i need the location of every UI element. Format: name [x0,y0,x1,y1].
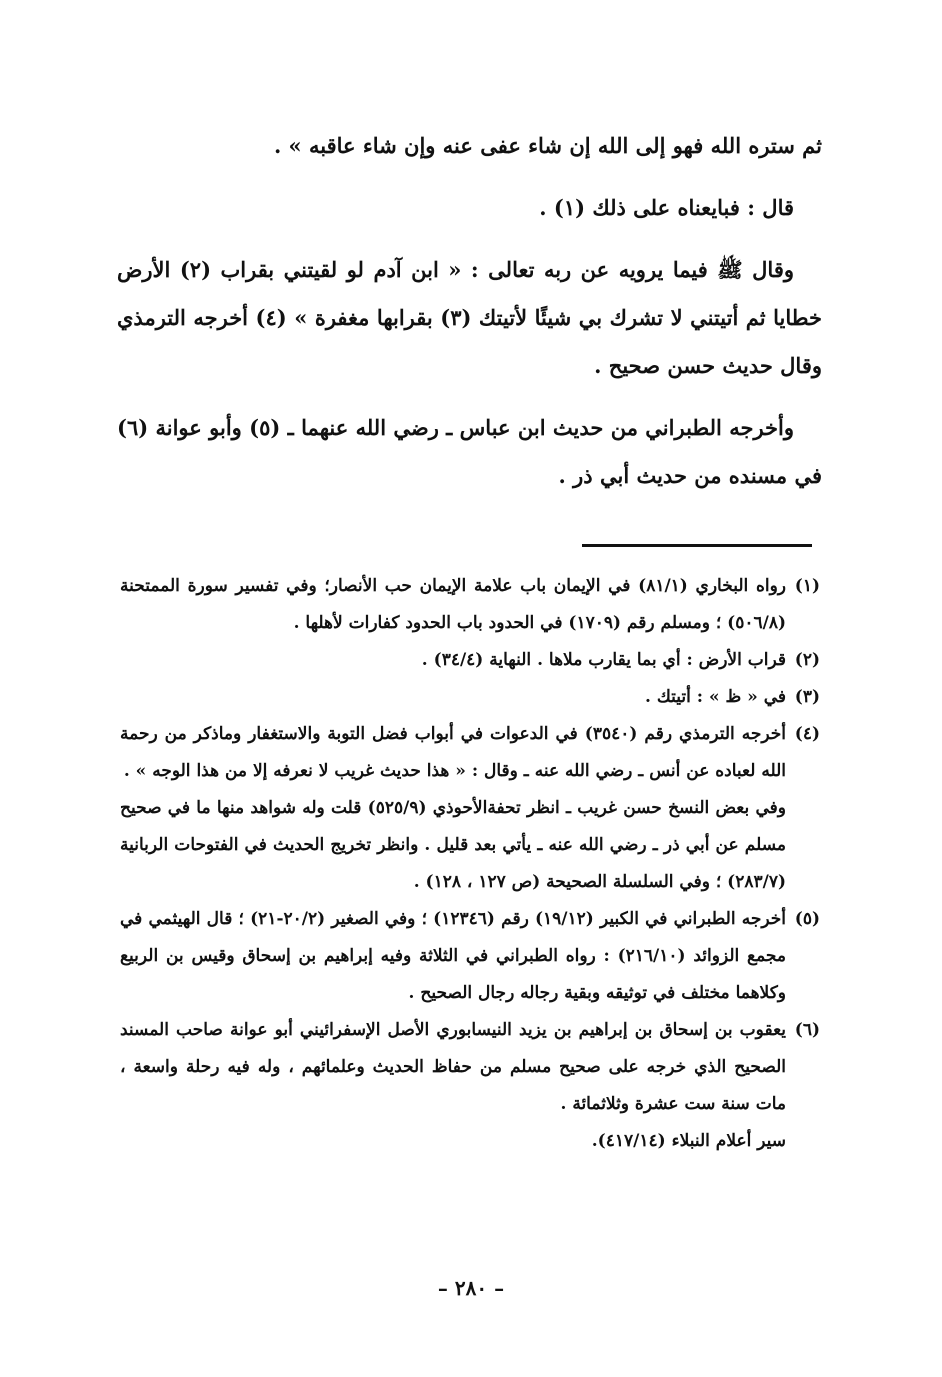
main-paragraph-3: وقال ﷺ فيما يرويه عن ربه تعالى : « ابن آدم لو لقيتني بقراب (٢) الأرض خطايا ثم أتيتني لا تشرك بي شيئًا لأتيتك (٣) بقرابها مغفرة » (٤) أخرجه الترمذي وقال حديث حسن صحيح . [117,257,822,378]
footnote-text: أخرجه الترمذي رقم (٣٥٤٠) في الدعوات في أبواب فضل التوبة والاستغفار وماذكر من رحمة الله لعباده عن أنس ـ رضي الله عنه ـ وقال : « هذا حديث غريب لا نعرفه إلا من هذا الوجه » . [120,724,787,781]
footnote-number: (٦) [794,1020,820,1040]
footnote-5 [120,901,820,1012]
footnote-4-continuation: وفي بعض النسخ حسن غريب ـ انظر تحفةالأحوذي (٥٢٥/٩) قلت وله شواهد منها ما في صحيح مسلم عن أبي ذر ـ رضي الله عنه ـ يأتي بعد قليل . وانظر تخريج الحديث في الفتوحات الربانية (٢٨٣/٧) ؛ وفي السلسلة الصحيحة (ص ١٢٧ ، ١٢٨) . [120,798,786,892]
footnote-text: قراب الأرض : أي بما يقارب ملاها . النهاية (٣٤/٤) . [421,650,786,670]
footnote-text: يعقوب بن إسحاق بن إبراهيم بن يزيد النيسابوري الأصل الإسفرائيني أبو عوانة صاحب المسند الصحيح الذي خرجه على صحيح مسلم من حفاظ الحديث وعلمائهم ، وله فيه رحلة واسعة ، مات سنة ست عشرة وثلاثمائة . [120,1020,786,1114]
footnote-text: أخرجه الطبراني في الكبير (١٩/١٢) رقم (١٢٣٤٦) ؛ وفي الصغير (٢٠/٢-٢١) ؛ قال الهيثمي في مجمع الزوائد (٢١٦/١٠) : رواه الطبراني في الثلاثة وفيه إبراهيم بن إسحاق وقيس بن الربيع وكلاهما مختلف في توثيقه وبقية رجاله رجال الصحيح . [120,909,786,1003]
page-number: – ٢٨٠ – [437,1276,505,1300]
footnote-separator-line [582,544,812,547]
footnotes-section [120,568,820,1160]
footnote-4 [120,716,820,790]
footnote-6 [120,1012,820,1123]
main-paragraph-4: وأخرجه الطبراني من حديث ابن عباس ـ رضي الله عنهما ـ (٥) وأبو عوانة (٦) في مسنده من حديث أبي ذر . [117,415,822,488]
footnote-number: (٢) [794,650,820,670]
footnote-number: (٣) [794,687,820,707]
footnote-2 [120,642,820,679]
main-paragraph-2: قال : فبايعناه على ذلك (١) . [539,195,794,220]
footnote-6-continuation: سير أعلام النبلاء (٤١٧/١٤). [591,1131,786,1151]
footnote-text: في « ظ » : أتيتك . [644,687,786,707]
footnote-number: (٥) [794,909,820,929]
footnote-1 [120,568,820,642]
main-text-body [117,122,822,514]
footnote-text: رواه البخاري (٨١/١) في الإيمان باب علامة الإيمان حب الأنصار؛ وفي تفسير سورة الممتحنة (٥٠٦/٨) ؛ ومسلم رقم (١٧٠٩) في الحدود باب الحدود كفارات لأهلها . [120,576,786,633]
footnote-number: (١) [794,576,820,596]
main-paragraph-1: ثم ستره الله فهو إلى الله إن شاء عفى عنه وإن شاء عاقبه » . [273,133,822,158]
footnote-3 [120,679,820,716]
footnote-number: (٤) [794,724,820,744]
